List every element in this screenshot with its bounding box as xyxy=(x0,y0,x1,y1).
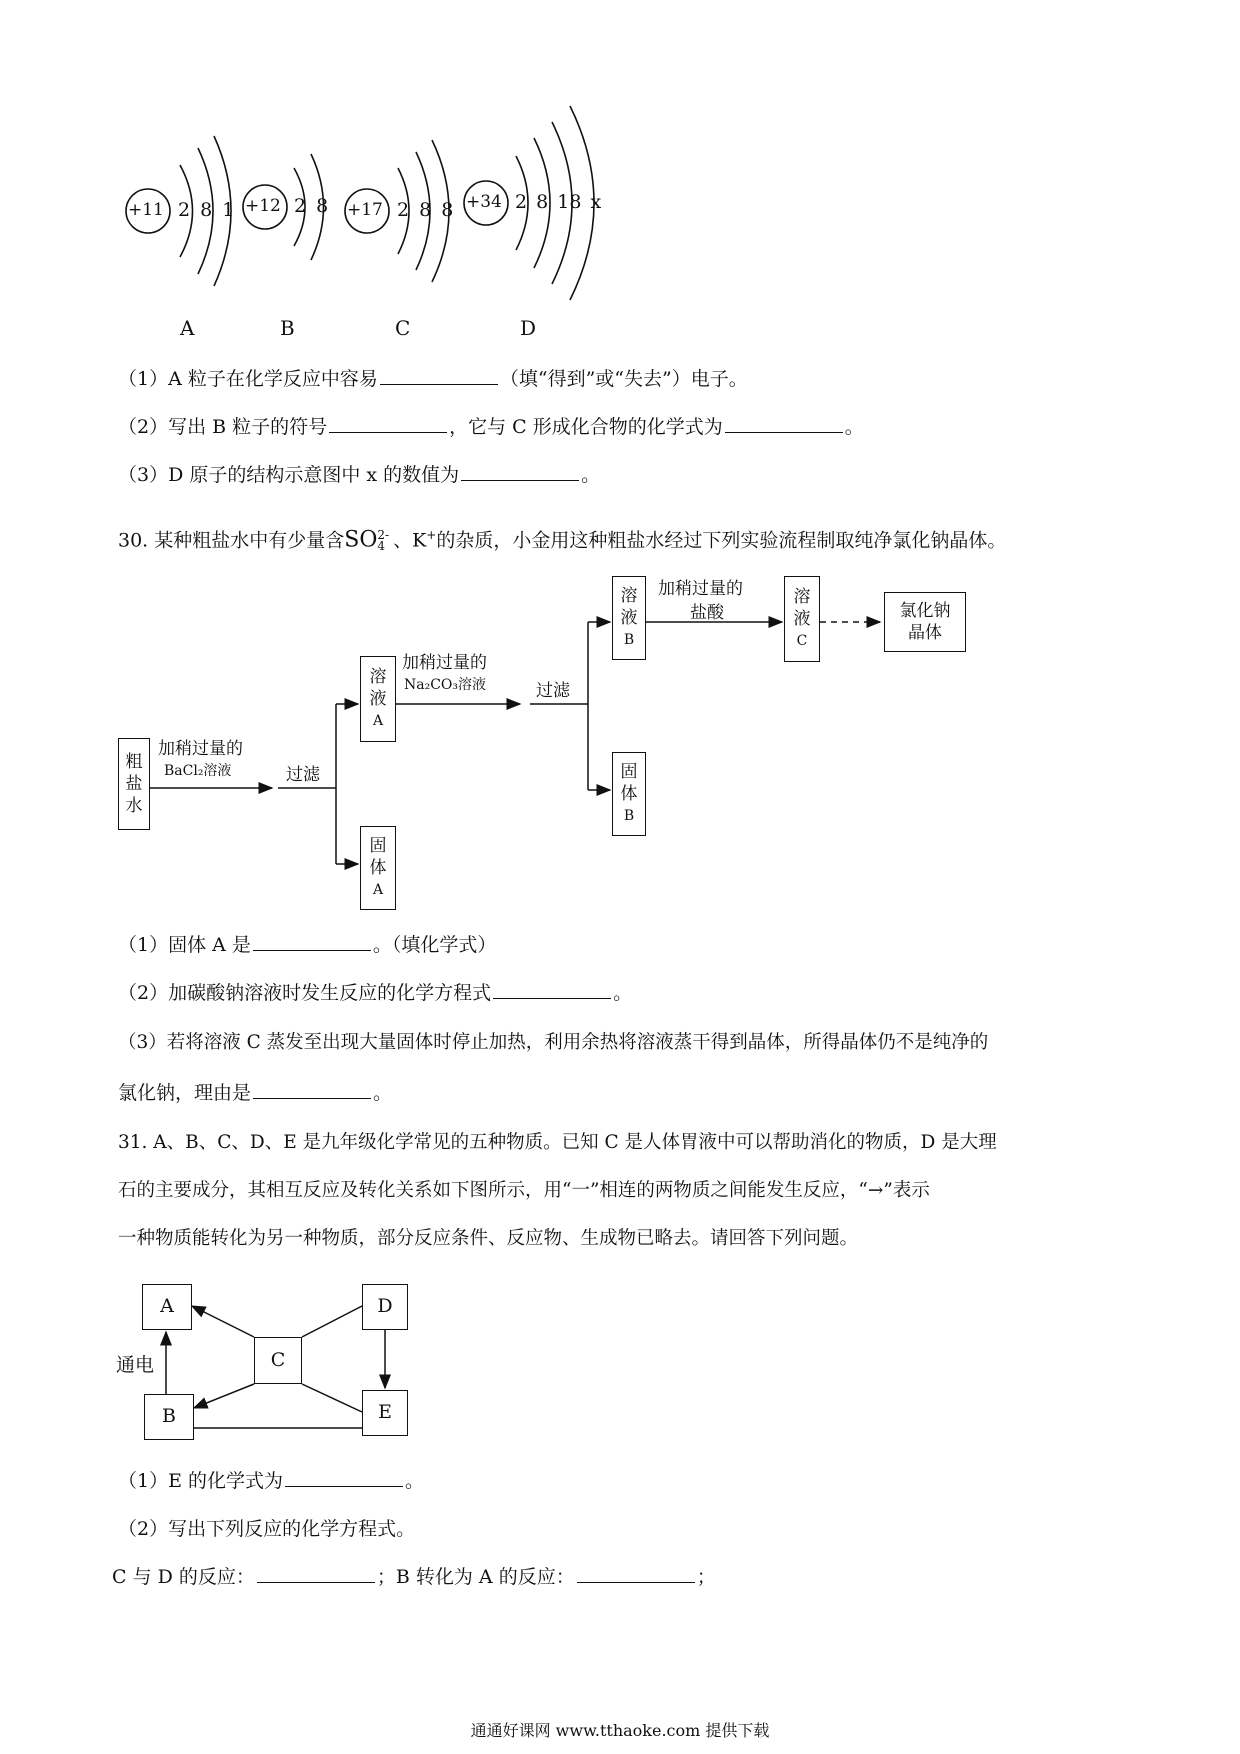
q31-stem-line2: 石的主要成分，其相互反应及转化关系如下图所示，用“一”相连的两物质之间能发生反应，“→”表示 xyxy=(118,1180,930,1201)
solution-b-box: 溶 液 B xyxy=(612,576,646,660)
atom-label-d: D xyxy=(520,316,537,340)
step3-reagent: 盐酸 xyxy=(690,603,724,623)
atom-label-a: A xyxy=(180,316,195,340)
q31-item-2: （2）写出下列反应的化学方程式。 xyxy=(118,1518,416,1540)
step1-reagent: BaCl₂溶液 xyxy=(164,763,232,779)
step2-label: 加稍过量的 xyxy=(402,653,487,673)
q30-item-3-line1: （3）若将溶液 C 蒸发至出现大量固体时停止加热，利用余热将溶液蒸干得到晶体，所得晶体仍不是纯净的 xyxy=(118,1032,989,1053)
step2-reagent: Na₂CO₃溶液 xyxy=(404,677,487,693)
solution-a-box: 溶 液 A xyxy=(360,656,396,742)
q30-item-1: （1）固体 A 是 。（填化学式） xyxy=(118,934,497,956)
shells-b: 2 8 xyxy=(294,195,329,217)
shells-d: 2 8 18 x xyxy=(515,191,602,213)
answer-blank[interactable] xyxy=(285,1468,403,1487)
filter2-label: 过滤 xyxy=(536,681,570,701)
substance-c-box: C xyxy=(254,1337,302,1384)
substance-a-box: A xyxy=(142,1284,192,1330)
substance-b-box: B xyxy=(144,1394,194,1440)
nucleus-b: +12 xyxy=(245,196,281,216)
step1-label: 加稍过量的 xyxy=(158,739,243,759)
nucleus-a: +11 xyxy=(128,200,164,220)
q29-item-3: （3）D 原子的结构示意图中 x 的数值为 。 xyxy=(118,464,601,486)
q31-stem-line3: 一种物质能转化为另一种物质，部分反应条件、反应物、生成物已略去。请回答下列问题。 xyxy=(118,1228,859,1249)
substance-e-box: E xyxy=(362,1390,408,1436)
answer-blank[interactable] xyxy=(257,1564,375,1583)
step3-label: 加稍过量的 xyxy=(658,579,743,599)
q29-item-1: （1）A 粒子在化学反应中容易 （填“得到”或“失去”）电子。 xyxy=(118,368,748,390)
q29-item-2: （2）写出 B 粒子的符号 ，它与 C 形成化合物的化学式为 。 xyxy=(118,416,864,438)
shells-a: 2 8 1 xyxy=(178,199,235,221)
atom-label-c: C xyxy=(395,316,411,340)
q30-item-2: （2）加碳酸钠溶液时发生反应的化学方程式 。 xyxy=(118,982,633,1004)
q31-item-3: C 与 D 的反应： ；B 转化为 A 的反应： ； xyxy=(112,1566,716,1588)
q30-item-3-line2: 氯化钠，理由是 。 xyxy=(118,1082,393,1104)
electrolysis-label: 通电 xyxy=(116,1354,155,1376)
solid-b-box: 固 体 B xyxy=(612,752,646,836)
q31-stem-line1: 31. A、B、C、D、E 是九年级化学常见的五种物质。已知 C 是人体胃液中可以帮助消化的物质，D 是大理 xyxy=(118,1132,997,1153)
q30-stem: 30. 某种粗盐水中有少量含SO 2- 4 、K+的杂质，小金用这种粗盐水经过下列实验流程制取纯净氯化钠晶体。 xyxy=(118,527,1007,554)
page-footer: 通通好课网 www.tthaoke.com 提供下载 xyxy=(470,1721,770,1740)
answer-blank[interactable] xyxy=(577,1564,695,1583)
shells-c: 2 8 8 xyxy=(397,199,454,221)
solution-c-box: 溶 液 C xyxy=(784,576,820,662)
nacl-crystal-box: 氯化钠 晶体 xyxy=(884,592,966,652)
crude-brine-box: 粗 盐 水 xyxy=(118,738,150,830)
atom-label-b: B xyxy=(280,316,295,340)
nucleus-c: +17 xyxy=(347,200,383,220)
filter1-label: 过滤 xyxy=(286,765,320,785)
solid-a-box: 固 体 A xyxy=(360,826,396,910)
q31-item-1: （1）E 的化学式为 。 xyxy=(118,1470,425,1492)
substance-d-box: D xyxy=(362,1284,408,1330)
nucleus-d: +34 xyxy=(466,192,502,212)
